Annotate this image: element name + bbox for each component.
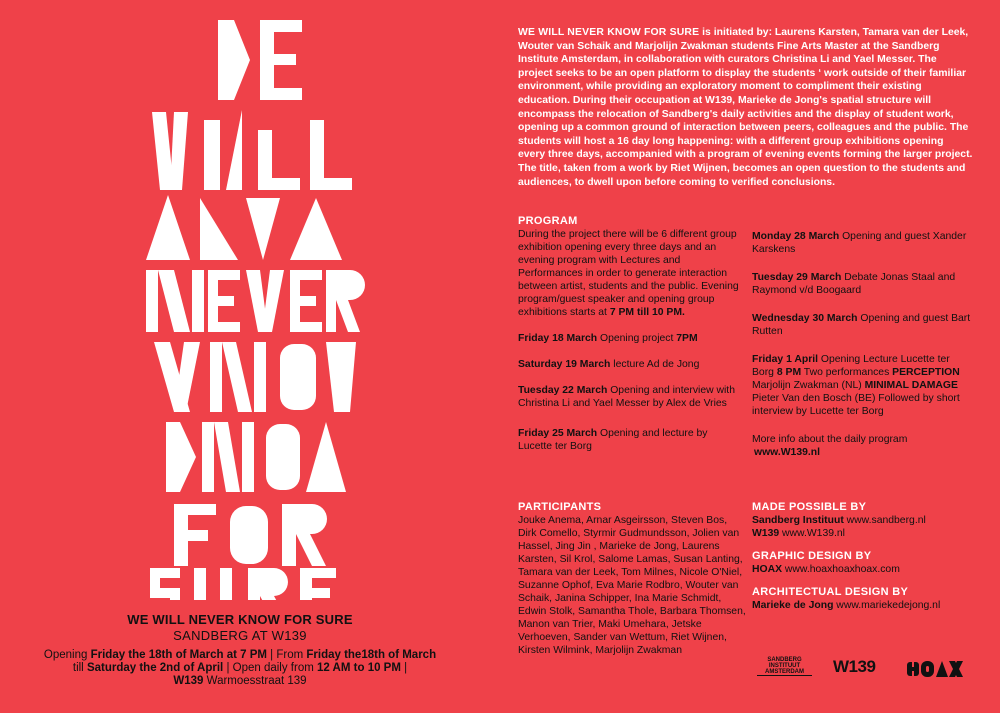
program-event-5 <box>752 230 974 256</box>
info-text: Opening <box>43 649 91 661</box>
intro-lead: WE WILL NEVER KNOW FOR SURE <box>518 27 700 38</box>
event-date: Tuesday 29 March <box>752 272 842 283</box>
event-text: Opening and guest Xander Karskens <box>752 231 967 255</box>
program-description <box>518 228 743 319</box>
w139-logo: W139 <box>833 657 876 676</box>
program-event-1 <box>518 332 743 345</box>
event-info-line-3 <box>40 675 440 688</box>
program-column-2 <box>752 230 974 459</box>
event-text: Debate Jonas Staal and Raymond v/d Boogaard <box>752 272 956 296</box>
made-possible-line-2 <box>752 527 982 540</box>
performance-title: PERCEPTION <box>892 367 960 378</box>
event-time: 8 PM <box>776 367 802 378</box>
hoax-logo <box>907 660 963 678</box>
info-text: | Open daily from <box>223 662 317 674</box>
venue-address: Warmoesstraat 139 <box>203 675 307 687</box>
made-possible-line-1 <box>752 514 982 527</box>
info-text: | <box>400 662 408 674</box>
event-info <box>40 649 440 688</box>
event-date: Friday 1 April <box>752 354 819 365</box>
program-event-8 <box>752 353 974 418</box>
sponsor-url[interactable]: www.W139.nl <box>779 528 845 539</box>
graphic-design-heading: GRAPHIC DESIGN BY <box>752 550 872 562</box>
performance-title: MINIMAL DAMAGE <box>864 380 958 391</box>
event-text: Opening and interview with Christina Li and Yael Messer by Alex de Vries <box>518 385 735 409</box>
sponsor-name: Sandberg Instituut <box>752 515 844 526</box>
logo-text: AMSTERDAM <box>757 669 812 676</box>
art-line-we <box>218 20 302 100</box>
program-event-2 <box>518 358 743 371</box>
event-text: Opening Lecture Lucette ter Borg <box>752 354 950 378</box>
art-line-sure <box>150 568 336 600</box>
architectural-design-heading: ARCHITECTUAL DESIGN BY <box>752 586 909 598</box>
event-info-line-2 <box>40 662 440 675</box>
program-event-3 <box>518 384 743 410</box>
participants-list: Jouke Anema, Arnar Asgeirsson, Steven Bos, Dirk Comello, Styrmir Gudmundsson, Jolien van Hassel, Jing Jin , Marieke de Jong, Laurens Karsten, Sil Krol, Salome Lamas, Susan Lanting, Tamara van der Leek, Tom Milnes, Nicole O'Niel, Suzanne Ophof, Eva Marie Rodbro, Wouter van Schaik, Janina Schipper, Ina Marie Schmidt, Edwin Stolk, Samantha Thole, Barbara Thomsen, Manon van Trier, Maki Umehara, Jetske Verhoeven, Sander van Wettum, Riet Wijnen, Kirsten Wilmink, Marjolijn Zwakman <box>518 515 746 656</box>
architect-url[interactable]: www.mariekedejong.nl <box>833 600 941 611</box>
logo-text: SANDBERG <box>767 657 802 663</box>
event-text: Opening and lecture by Lucette ter Borg <box>518 428 708 452</box>
event-time: 7PM <box>676 333 698 344</box>
event-text: Opening project <box>597 333 677 344</box>
event-title: WE WILL NEVER KNOW FOR SURE <box>127 612 353 627</box>
participants-section <box>518 501 746 657</box>
event-text: Pieter Van den Bosch (BE) Followed by short interview by Lucette ter Borg <box>752 393 960 417</box>
event-text: Marjolijn Zwakman (NL) <box>752 380 865 391</box>
program-column <box>518 215 743 453</box>
event-subtitle: SANDBERG AT W139 <box>173 628 307 643</box>
made-possible-heading: MADE POSSIBLE BY <box>752 501 867 513</box>
art-line-never <box>146 270 365 332</box>
program-event-6 <box>752 271 974 297</box>
art-line-will <box>152 110 352 190</box>
event-text: Opening and guest Bart Rutten <box>752 313 971 337</box>
info-time: 12 AM to 10 PM <box>317 662 401 674</box>
event-caption <box>40 612 440 688</box>
architectural-design-line <box>752 599 982 612</box>
info-text: till <box>72 662 87 674</box>
event-date: Friday 18 March <box>518 333 598 344</box>
info-date: Friday the 18th of March at 7 PM <box>90 649 267 661</box>
intro-text: is initiated by: Laurens Karsten, Tamara van der Leek, Wouter van Schaik and Marjolijn Zwakman students Fine Arts Master at the Sandberg Institute Amsterdam, in collaboration with curators Christina Li and Yael Messer. The project seeks to be an open platform to display the students ‘ work outside of their familiar environment, while providing an exploratory moment to compliment their existing education. During their occupation at W139, Marieke de Jong's spatial structure will encompass the relocation of Sandberg's daily activities and the display of student work, opening up a common ground of interaction between peers, colleagues and the public. The students will host a 16 day long happening: with a different group exhibitions opening every three days, accompanied with a program of evening events forming the larger project. The title, taken from a work by Riet Wijnen, becomes an open question to the students and audiences, to dwell upon before coming to verified conclusions. <box>518 27 973 188</box>
event-date: Saturday 19 March <box>518 359 611 370</box>
architect-name: Marieke de Jong <box>752 600 834 611</box>
poster-artwork <box>130 20 365 600</box>
event-date: Monday 28 March <box>752 231 840 242</box>
event-text: Two performances <box>801 367 893 378</box>
event-date: Friday 25 March <box>518 428 598 439</box>
program-event-7 <box>752 312 974 338</box>
sandberg-logo <box>757 657 812 676</box>
more-info-link[interactable]: www.W139.nl <box>754 447 821 458</box>
info-date: Friday the18th of March <box>306 649 437 661</box>
event-info-line-1 <box>40 649 440 662</box>
program-desc-time: 7 PM till 10 PM. <box>609 307 685 318</box>
program-desc-text: During the project there will be 6 different group exhibition opening every three days and an evening program with Lectures and Performances in order to generate interaction between artist, students and the public. Evening program/guest speaker and opening group exhibitions starts at <box>518 229 739 318</box>
art-line-for <box>174 504 327 566</box>
program-event-4 <box>518 427 743 453</box>
graphic-design-line <box>752 563 982 576</box>
credits-section <box>752 501 982 612</box>
poster-letters-svg <box>130 20 365 600</box>
event-date: Tuesday 22 March <box>518 385 608 396</box>
more-info-text: More info about the daily program <box>752 434 908 445</box>
art-line-triangles <box>146 195 342 260</box>
info-date: Saturday the 2nd of April <box>86 662 224 674</box>
info-text: | From <box>266 649 307 661</box>
designer-name: HOAX <box>752 564 783 575</box>
program-heading: PROGRAM <box>518 215 578 227</box>
participants-heading: PARTICIPANTS <box>518 501 602 513</box>
designer-url[interactable]: www.hoaxhoaxhoax.com <box>782 564 900 575</box>
venue-name: W139 <box>173 675 204 687</box>
event-date: Wednesday 30 March <box>752 313 858 324</box>
sponsor-url[interactable]: www.sandberg.nl <box>843 515 926 526</box>
logo-text: INSTITUUT <box>768 663 801 669</box>
intro-paragraph <box>518 26 973 189</box>
sponsor-name: W139 <box>752 528 780 539</box>
art-line-know-2 <box>166 422 346 492</box>
art-line-know <box>154 342 356 412</box>
event-text: lecture Ad de Jong <box>610 359 700 370</box>
more-info <box>752 433 974 459</box>
